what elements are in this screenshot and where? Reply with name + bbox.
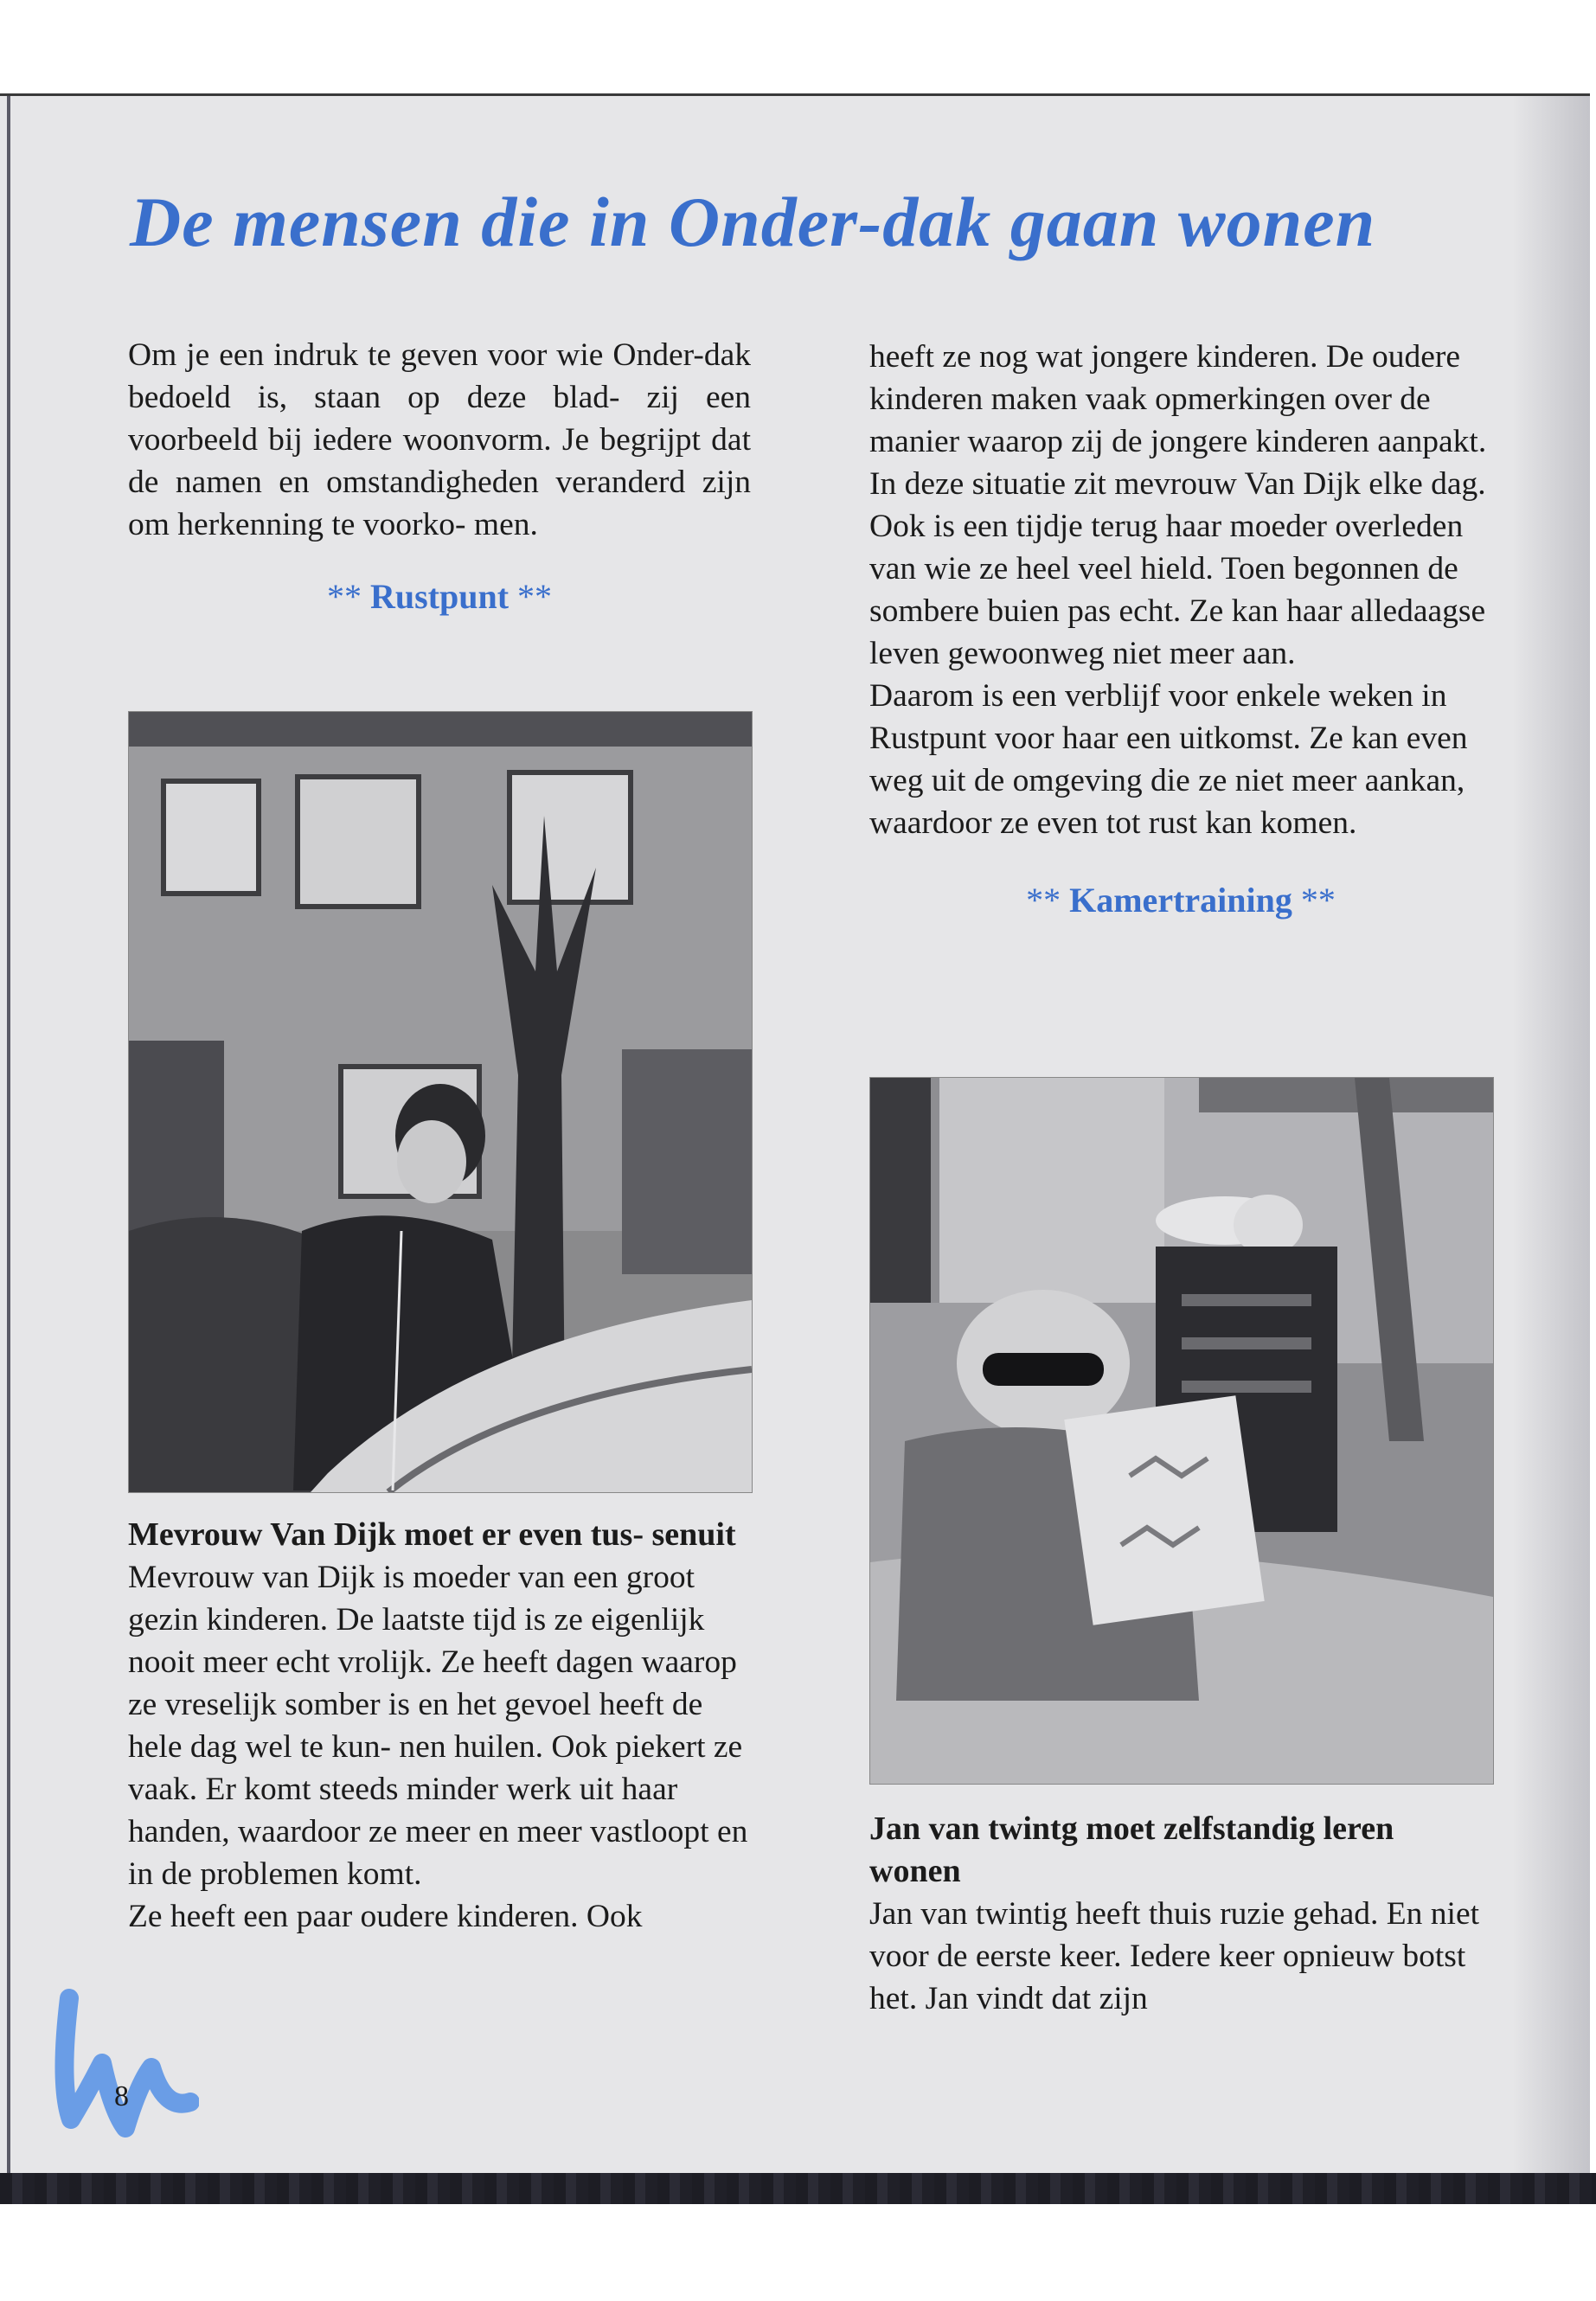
photo-kamertraining-image [870,1078,1493,1784]
photo-kamertraining [869,1077,1494,1785]
onder-dak-logo-icon [52,1981,199,2145]
intro-paragraph: Om je een indruk te geven voor wie Onder-dak bedoeld is, staan op deze blad- zij een voorbeeld bij iedere woonvorm. Je begrijpt dat de namen en omstandigheden veranderd zijn om herkenning te voorko- men. [128,337,751,542]
heading-stars-left: ** [326,577,362,616]
scan-background-top [0,0,1596,93]
left-column [128,334,751,618]
right-column [869,336,1492,921]
caption-title-rustpunt: Mevrouw Van Dijk moet er even tus- senuit [128,1516,736,1553]
left-caption-block [128,1514,751,1938]
body-text-jan: Jan van twintig heeft thuis ruzie gehad. En niet voor de eerste keer. Iedere keer opnieuw botst het. Jan vindt dat zijn [869,1896,1480,2016]
page-number: 8 [114,2080,129,2112]
body-text-van-dijk: Mevrouw van Dijk is moeder van een groot gezin kinderen. De laatste tijd is ze eigenlijk nooit meer echt vrolijk. Ze heeft dagen waarop ze vreselijk somber is en het gevoel heeft de hele dag wel te kun- nen huilen. Ook piekert ze vaak. Er komt steeds minder werk uit haar handen, waardoor ze meer en meer vastloopt en in de problemen komt. [128,1560,748,1892]
caption-title-kamertraining: Jan van twintg moet zelfstandig leren wonen [869,1811,1394,1889]
continued-paragraph-2: Daarom is een verblijf voor enkele weken in Rustpunt voor haar een uitkomst. Ze kan even weg uit de omgeving die ze niet meer aankan, waardoor ze even tot rust kan komen. [869,678,1468,841]
section-heading-kamertraining [869,879,1492,921]
section-heading-rustpunt [128,575,751,618]
page-gutter-shadow [1512,96,1590,2179]
page-left-edge [7,96,10,2179]
heading-text-kamertraining: Kamertraining [1069,881,1292,920]
heading-stars-left: ** [1026,881,1061,920]
heading-stars-right: ** [517,577,553,616]
right-caption-block [869,1808,1492,2020]
book-binding-edge [0,2173,1596,2204]
heading-stars-right: ** [1300,881,1336,920]
scan-background-bottom [0,2204,1596,2301]
photo-rustpunt-image [129,712,752,1492]
heading-text-rustpunt: Rustpunt [369,577,510,616]
photo-rustpunt [128,711,753,1493]
body-text-van-dijk-end: Ze heeft een paar oudere kinderen. Ook [128,1899,643,1934]
page-title: De mensen die in Onder-dak gaan wonen [130,183,1376,261]
continued-paragraph: heeft ze nog wat jongere kinderen. De oudere kinderen maken vaak opmerkingen over de manier waarop zij de jongere kinderen aanpakt. In deze situatie zit mevrouw Van Dijk elke dag. Ook is een tijdje terug haar moeder overleden van wie ze heel veel hield. Toen begonnen de sombere buien pas echt. Ze kan haar alledaagse leven gewoonweg niet meer aan. [869,339,1487,671]
